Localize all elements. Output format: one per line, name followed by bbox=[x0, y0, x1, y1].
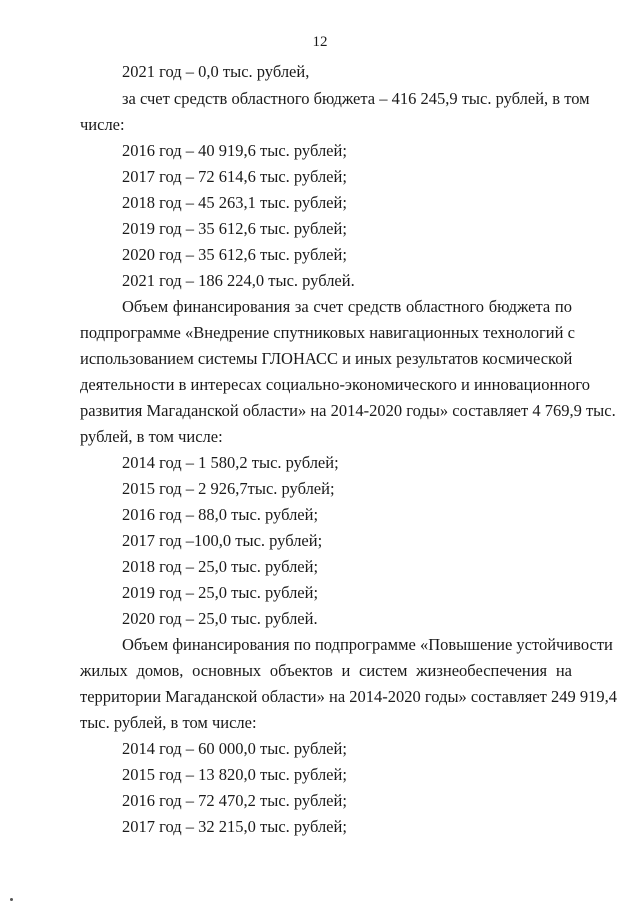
text-line: деятельности в интересах социально-экономического и инновационного bbox=[80, 375, 591, 394]
text-line: 2015 год – 13 820,0 тыс. рублей; bbox=[122, 765, 347, 784]
text-line: 2018 год – 45 263,1 тыс. рублей; bbox=[122, 193, 347, 212]
text-line: 2019 год – 35 612,6 тыс. рублей; bbox=[122, 219, 347, 238]
text-line: 2014 год – 1 580,2 тыс. рублей; bbox=[122, 453, 339, 472]
text-line: 2014 год – 60 000,0 тыс. рублей; bbox=[122, 739, 347, 758]
text-line: 2017 год –100,0 тыс. рублей; bbox=[122, 531, 323, 550]
text-line: 2016 год – 72 470,2 тыс. рублей; bbox=[122, 791, 347, 810]
text-line: жилых домов, основных объектов и систем жизнеобеспечения на bbox=[80, 661, 572, 680]
scan-dot bbox=[10, 898, 13, 901]
text-line: числе: bbox=[80, 115, 125, 134]
text-line: 2016 год – 40 919,6 тыс. рублей; bbox=[122, 141, 347, 160]
page-number: 12 bbox=[312, 34, 328, 50]
text-line: 2021 год – 0,0 тыс. рублей, bbox=[122, 62, 310, 81]
text-line: развития Магаданской области» на 2014-2020 годы» составляет 4 769,9 тыс. bbox=[80, 401, 616, 420]
text-line: 2021 год – 186 224,0 тыс. рублей. bbox=[122, 271, 355, 290]
text-line: Объем финансирования за счет средств областного бюджета по bbox=[122, 297, 572, 316]
text-line: 2020 год – 25,0 тыс. рублей. bbox=[122, 609, 318, 628]
text-line: за счет средств областного бюджета – 416 245,9 тыс. рублей, в том bbox=[122, 89, 590, 108]
text-line: Объем финансирования по подпрограмме «Повышение устойчивости bbox=[122, 635, 613, 654]
text-line: подпрограмме «Внедрение спутниковых навигационных технологий с bbox=[80, 323, 575, 342]
text-line: 2017 год – 72 614,6 тыс. рублей; bbox=[122, 167, 347, 186]
text-line: 2016 год – 88,0 тыс. рублей; bbox=[122, 505, 319, 524]
text-line: 2020 год – 35 612,6 тыс. рублей; bbox=[122, 245, 347, 264]
text-line: территории Магаданской области» на 2014-2020 годы» составляет 249 919,4 bbox=[80, 687, 617, 706]
text-line: использованием системы ГЛОНАСС и иных результатов космической bbox=[80, 349, 573, 368]
text-line: 2015 год – 2 926,7тыс. рублей; bbox=[122, 479, 335, 498]
text-line: 2019 год – 25,0 тыс. рублей; bbox=[122, 583, 319, 602]
text-line: рублей, в том числе: bbox=[80, 427, 223, 446]
text-line: 2017 год – 32 215,0 тыс. рублей; bbox=[122, 817, 347, 836]
text-line: 2018 год – 25,0 тыс. рублей; bbox=[122, 557, 319, 576]
text-line: тыс. рублей, в том числе: bbox=[80, 713, 257, 732]
